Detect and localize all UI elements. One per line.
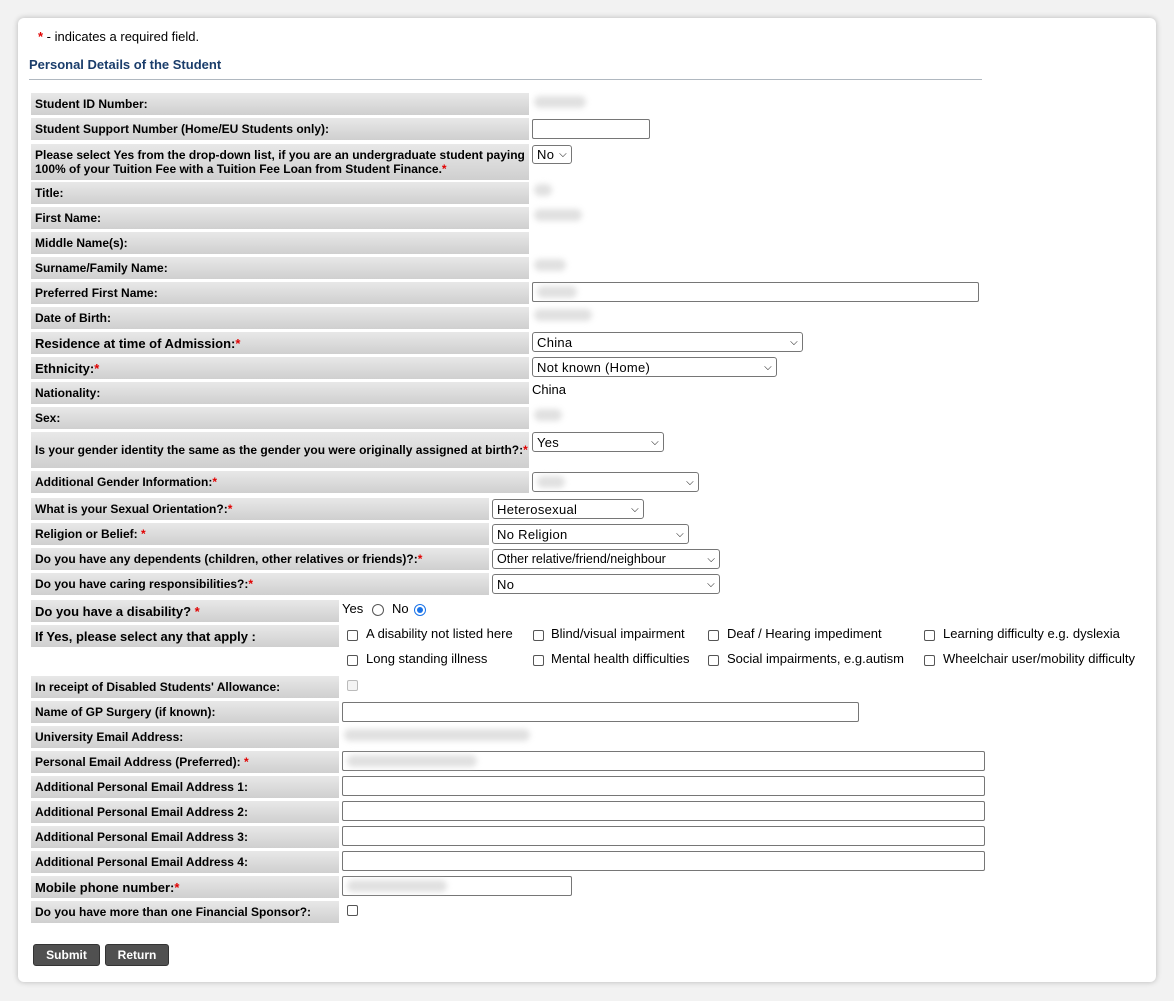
personal-email-input[interactable] <box>342 751 985 771</box>
label-tuition-loan: Please select Yes from the drop-down list, if you are an undergraduate student paying 100% of your Tuition Fee with a Tuition Fee Loan from Student Finance.* <box>31 144 529 180</box>
learning-difficulty-label: Learning difficulty e.g. dyslexia <box>943 626 1120 641</box>
residence-select[interactable]: China ⌵ <box>532 332 803 352</box>
label-caring: Do you have caring responsibilities?:* <box>31 573 489 595</box>
title-value <box>534 184 552 196</box>
caring-select[interactable]: No ⌵ <box>492 574 720 594</box>
label-add-email-3: Additional Personal Email Address 3: <box>31 826 339 848</box>
label-add-email-2: Additional Personal Email Address 2: <box>31 801 339 823</box>
disability-no-radio[interactable] <box>414 604 426 616</box>
dependents-select[interactable]: Other relative/friend/neighbour ⌵ <box>492 549 720 569</box>
religion-select[interactable]: No Religion ⌵ <box>492 524 689 544</box>
chevron-down-icon: ⌵ <box>790 336 798 348</box>
nationality-value: China <box>532 382 566 397</box>
uni-email-value <box>344 729 530 741</box>
surname-value <box>534 259 566 271</box>
sex-value <box>534 409 562 421</box>
social-impairments-label: Social impairments, e.g.autism <box>727 651 905 666</box>
additional-gender-value <box>537 476 565 488</box>
disability-other-label: A disability not listed here <box>366 626 513 641</box>
first-name-value <box>534 209 582 221</box>
add-email-4-input[interactable] <box>342 851 985 871</box>
personal-email-value <box>347 755 477 767</box>
gender-identity-select[interactable]: Yes ⌵ <box>532 432 664 452</box>
social-impairments-checkbox[interactable] <box>708 655 719 666</box>
label-disability: Do you have a disability? * <box>31 600 339 622</box>
mental-health-label: Mental health difficulties <box>551 651 690 666</box>
chevron-down-icon: ⌵ <box>707 553 715 565</box>
section-divider <box>29 79 982 80</box>
mental-health-checkbox[interactable] <box>533 655 544 666</box>
label-preferred-first-name: Preferred First Name: <box>31 282 529 304</box>
mobile-input[interactable] <box>342 876 572 896</box>
label-ethnicity: Ethnicity:* <box>31 357 529 379</box>
chevron-down-icon: ⌵ <box>631 503 639 515</box>
long-illness-label: Long standing illness <box>366 651 488 666</box>
disability-yes-label: Yes <box>342 601 364 616</box>
tuition-loan-select[interactable]: No ⌵ <box>532 145 572 164</box>
chevron-down-icon: ⌵ <box>707 578 715 590</box>
dsa-checkbox[interactable] <box>347 680 358 691</box>
additional-gender-select[interactable] <box>532 472 699 492</box>
label-add-email-4: Additional Personal Email Address 4: <box>31 851 339 873</box>
chevron-down-icon: ⌵ <box>559 149 567 160</box>
deaf-hearing-label: Deaf / Hearing impediment <box>727 626 882 641</box>
add-email-1-input[interactable] <box>342 776 985 796</box>
required-asterisk: * <box>38 29 44 44</box>
mobile-value <box>347 880 447 892</box>
label-support-number: Student Support Number (Home/EU Students only): <box>31 118 529 140</box>
label-sponsor: Do you have more than one Financial Sponsor?: <box>31 901 339 923</box>
label-gp: Name of GP Surgery (if known): <box>31 701 339 723</box>
label-dependents: Do you have any dependents (children, other relatives or friends)?:* <box>31 548 489 570</box>
return-button[interactable]: Return <box>105 944 169 966</box>
label-additional-gender: Additional Gender Information:* <box>31 471 529 493</box>
label-sexual-orientation: What is your Sexual Orientation?:* <box>31 498 489 520</box>
chevron-down-icon: ⌵ <box>686 476 694 488</box>
chevron-down-icon: ⌵ <box>764 361 772 373</box>
chevron-down-icon: ⌵ <box>676 528 684 540</box>
required-note <box>38 29 199 44</box>
long-illness-checkbox[interactable] <box>347 655 358 666</box>
required-note-text: - indicates a required field. <box>43 29 200 44</box>
add-email-3-input[interactable] <box>342 826 985 846</box>
label-personal-email: Personal Email Address (Preferred): * <box>31 751 339 773</box>
wheelchair-checkbox[interactable] <box>924 655 935 666</box>
gp-input[interactable] <box>342 702 859 722</box>
sexual-orientation-select[interactable]: Heterosexual ⌵ <box>492 499 644 519</box>
label-surname: Surname/Family Name: <box>31 257 529 279</box>
blind-visual-checkbox[interactable] <box>533 630 544 641</box>
submit-button[interactable]: Submit <box>33 944 100 966</box>
label-disability-types: If Yes, please select any that apply : <box>31 625 339 647</box>
preferred-first-name-input[interactable] <box>532 282 979 302</box>
label-gender-identity: Is your gender identity the same as the gender you were originally assigned at birth?:* <box>31 432 529 468</box>
label-residence: Residence at time of Admission:* <box>31 332 529 354</box>
label-student-id: Student ID Number: <box>31 93 529 115</box>
learning-difficulty-checkbox[interactable] <box>924 630 935 641</box>
student-id-value <box>534 96 586 108</box>
add-email-2-input[interactable] <box>342 801 985 821</box>
label-uni-email: University Email Address: <box>31 726 339 748</box>
disability-other-checkbox[interactable] <box>347 630 358 641</box>
label-mobile: Mobile phone number:* <box>31 876 339 898</box>
ethnicity-select[interactable]: Not known (Home) ⌵ <box>532 357 777 377</box>
support-number-input[interactable] <box>532 119 650 139</box>
label-add-email-1: Additional Personal Email Address 1: <box>31 776 339 798</box>
label-sex: Sex: <box>31 407 529 429</box>
label-nationality: Nationality: <box>31 382 529 404</box>
label-middle-names: Middle Name(s): <box>31 232 529 254</box>
label-first-name: First Name: <box>31 207 529 229</box>
blind-visual-label: Blind/visual impairment <box>551 626 685 641</box>
preferred-first-name-value <box>537 286 577 298</box>
wheelchair-label: Wheelchair user/mobility difficulty <box>943 651 1135 666</box>
deaf-hearing-checkbox[interactable] <box>708 630 719 641</box>
sponsor-checkbox[interactable] <box>347 905 358 916</box>
chevron-down-icon: ⌵ <box>651 436 659 448</box>
disability-no-label: No <box>392 601 409 616</box>
form-card <box>18 18 1156 982</box>
disability-yes-radio[interactable] <box>372 604 384 616</box>
label-title: Title: <box>31 182 529 204</box>
section-title: Personal Details of the Student <box>29 57 222 72</box>
label-dsa: In receipt of Disabled Students' Allowance: <box>31 676 339 698</box>
label-religion: Religion or Belief: * <box>31 523 489 545</box>
label-dob: Date of Birth: <box>31 307 529 329</box>
dob-value <box>534 309 592 321</box>
